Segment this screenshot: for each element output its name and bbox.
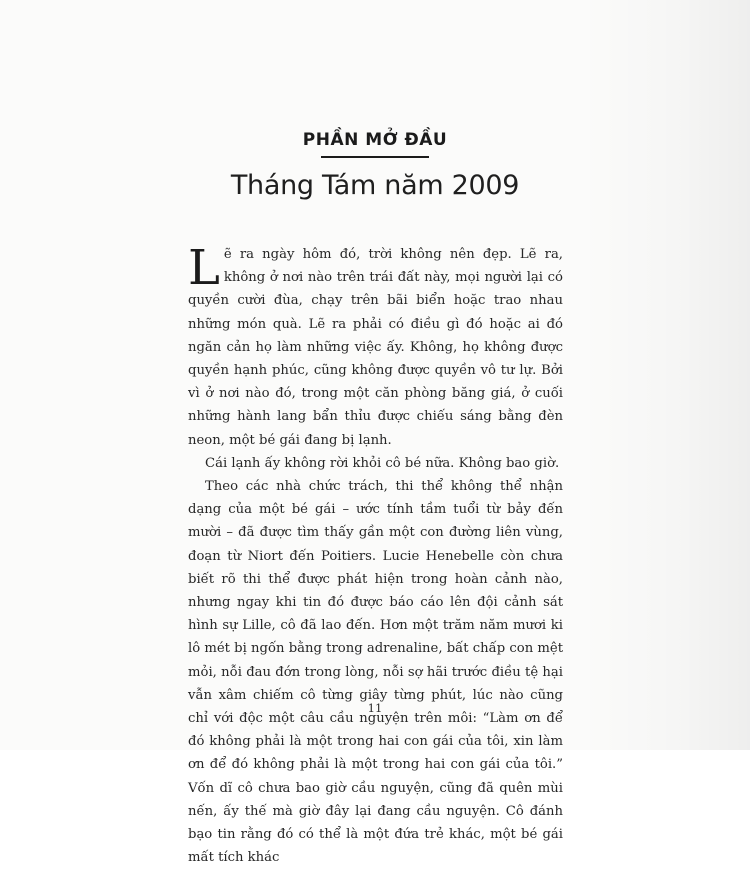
paragraph-3: Theo các nhà chức trách, thi thể không thể nhận dạng của một bé gái – ước tính tầm tuổi từ bảy đến mười – đã được tìm thấy gần một con đường liên vùng, đoạn từ Niort đến Poitiers. Lucie Henebelle còn chưa biết rõ thi thể được phát hiện trong hoàn cảnh nào, nhưng ngay khi tin đó được báo cáo lên đội cảnh sát hình sự Lille, cô đã lao đến. Hơn một trăm năm mươi ki lô mét bị ngốn bằng trong adrenaline, bất chấp con mệt mỏi, nỗi đau đớn trong lòng, nỗi sợ hãi trước điều tệ hại vẫn xâm chiếm cô từng giây từng phút, lúc nào cũng chỉ với độc một câu cầu nguyện trên môi: “Làm ơn để đó không phải là một trong hai con gái của tôi, xin làm ơn để đó không phải là một trong hai con gái của tôi.” Vốn dĩ cô chưa bao giờ cầu nguyện, cũng đã quên mùi nến, ấy thế mà giờ đây lại đang cầu nguyện. Cô đánh bạo tin rằng đó có thể là một đứa trẻ khác, một bé gái mất tích khác <box>188 479 563 866</box>
paragraph-1 <box>188 240 563 452</box>
part-title: PHẦN MỞ ĐẦU <box>302 130 448 150</box>
page-number: 11 <box>367 701 383 715</box>
paragraph-2: Cái lạnh ấy không rời khỏi cô bé nữa. Không bao giờ. <box>205 455 560 471</box>
page-spine-shadow <box>580 0 750 750</box>
drop-cap: L <box>188 240 220 296</box>
body-text <box>188 240 563 869</box>
chapter-title: Tháng Tám năm 2009 <box>230 170 520 201</box>
part-title-underline <box>321 156 429 158</box>
part-heading <box>0 130 750 158</box>
paragraph-1-text: ẽ ra ngày hôm đó, trời không nên đẹp. Lẽ ra, không ở nơi nào trên trái đất này, mọi người lại có quyền cười đùa, chạy trên bãi biển hoặc trao nhau những món quà. Lẽ ra phải có điều gì đó hoặc ai đó ngăn cản họ làm những việc ấy. Không, họ không được quyền hạnh phúc, cũng không được quyền vô tư lự. Bởi vì ở nơi nào đó, trong một căn phòng băng giá, ở cuối những hành lang bẩn thỉu được chiếu sáng bằng đèn neon, một bé gái đang bị lạnh. <box>188 247 563 448</box>
